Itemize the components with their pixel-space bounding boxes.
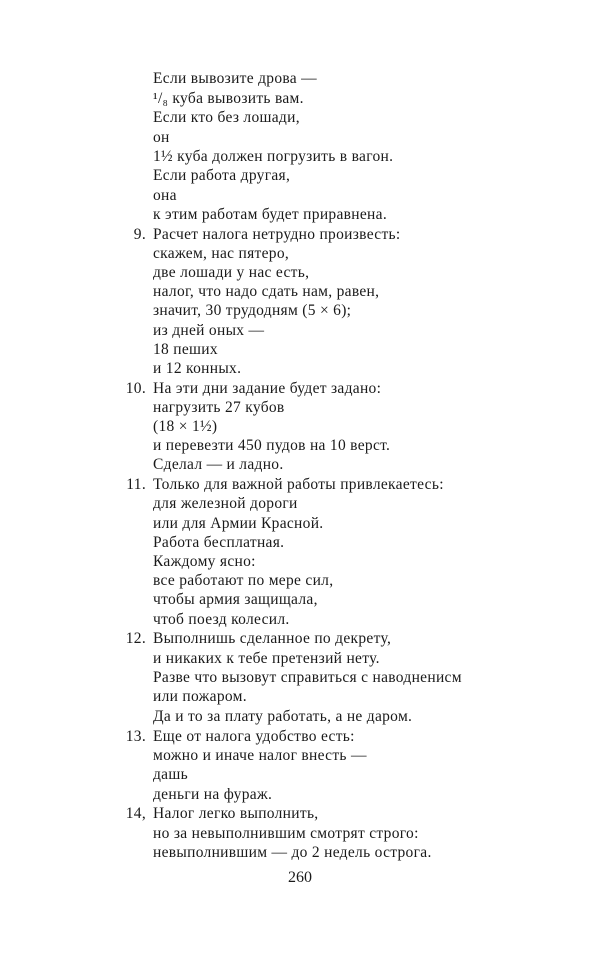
line-text: Налог легко выполнить, [153,805,319,822]
line-text: к этим работам будет приравнена. [153,206,387,223]
line-text: и 12 конных. [153,360,242,377]
line-text: Расчет налога нетрудно произвесть: [153,226,401,243]
line-text: невыполнившим — до 2 недель острога. [153,844,432,861]
line-text: она [153,187,177,204]
line-text: Да и то за плату работать, а не даром. [153,708,413,725]
line-text: чтоб поезд колесил. [153,611,290,628]
line-text: Только для важной работы привлекаетесь: [153,476,444,493]
line-text: На эти дни задание будет задано: [153,380,382,397]
item-number: 12. [125,630,146,647]
item-number: 14, [125,805,146,822]
line-text: Сделал — и ладно. [153,456,284,473]
line-text: значит, 30 трудодням (5 × 6); [153,302,352,319]
line-text: и никаких к тебе претензий нету. [153,650,380,667]
line-text: он [153,129,170,146]
item-number: 10. [125,380,146,397]
line-text: или пожаром. [153,688,247,705]
line-text: 1½ куба должен погрузить в вагон. [153,148,394,165]
line-text: Если работа другая, [153,167,291,184]
line-text: и перевезти 450 пудов на 10 верст. [153,437,391,454]
line-text: для железной дороги [153,495,298,512]
line-text: Разве что вызовут справиться с наводненисм [153,669,462,686]
line-text: налог, что надо сдать нам, равен, [153,283,380,300]
item-number: 13. [125,728,146,745]
line-text: или для Армии Красной. [153,515,324,532]
line-text: чтобы армия защищала, [153,591,318,608]
line-text: дашь [153,766,188,783]
item-number: 9. [133,226,146,243]
line-text: Если вывозите дрова — [153,70,317,87]
line-text: из дней оных — [153,322,265,339]
line-text: но за невыполнившим смотрят строго: [153,825,419,842]
line-text: (18 × 1½) [153,418,218,435]
line-text: ¹/₈ куба вывозить вам. [153,90,304,107]
line-text: 18 пеших [153,341,218,358]
line-text: Еще от налога удобство есть: [153,728,355,745]
line-text: две лошади у нас есть, [153,264,310,281]
line-text: Каждому ясно: [153,553,256,570]
page-number: 260 [288,869,312,886]
line-text: Работа бесплатная. [153,534,285,551]
line-text: нагрузить 27 кубов [153,399,285,416]
line-text: все работают по мере сил, [153,572,334,589]
line-text: скажем, нас пятеро, [153,245,290,262]
line-text: Если кто без лошади, [153,109,300,126]
line-text: Выполнишь сделанное по декрету, [153,630,392,647]
line-text: можно и иначе налог внесть — [153,747,367,764]
line-text: деньги на фураж. [153,786,273,803]
item-number: 11. [126,476,146,493]
